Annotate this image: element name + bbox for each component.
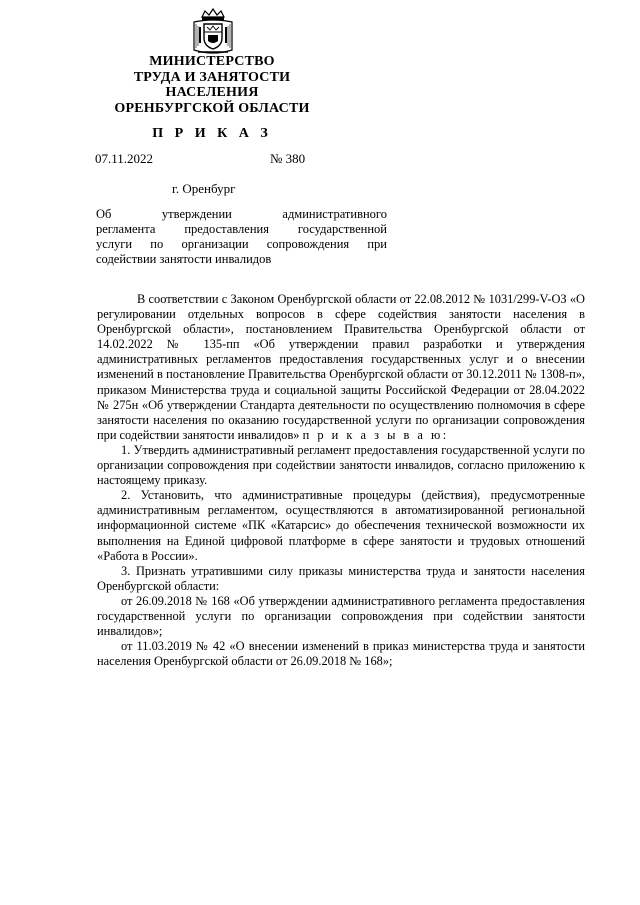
org-line: НАСЕЛЕНИЯ — [165, 85, 259, 100]
subject-line: услуги по организации сопровождения при — [96, 237, 387, 251]
clause-3-sub-b: от 11.03.2019 № 42 «О внесении изменений в приказ министерства труда и занятости населения Оренбургской области от 26.09.2018 № 168»; — [97, 639, 585, 669]
clause-3: 3. Признать утратившими силу приказы министерства труда и занятости населения Оренбургской области: — [97, 563, 585, 593]
subject-line: Об утверждении административного — [96, 207, 387, 221]
intro-paragraph — [97, 292, 585, 443]
document-date: 07.11.2022 — [95, 151, 154, 166]
document-type-title: П Р И К А З — [152, 126, 272, 141]
subject-line: содействии занятости инвалидов — [96, 252, 272, 266]
organization-name — [92, 54, 332, 116]
subject-line: регламента предоставления государственной — [96, 222, 387, 236]
document-city: г. Оренбург — [172, 181, 236, 196]
document-body — [97, 292, 585, 669]
clause-1: 1. Утвердить административный регламент предоставления государственной услуги по организации сопровождения при содействии занятости инвалидов, согласно приложению к настоящему приказу. — [97, 442, 585, 488]
prikazyvayu-text: п р и к а з ы в а ю: — [302, 427, 449, 442]
org-line: ОРЕНБУРГСКОЙ ОБЛАСТИ — [114, 100, 310, 116]
clause-3-sub-a: от 26.09.2018 № 168 «Об утверждении административного регламента предоставления государственной услуги по организации сопровождения при содействии занятости инвалидов»; — [97, 593, 585, 639]
intro-text: В соответствии с Законом Оренбургской области от 22.08.2012 № 1031/299-V-ОЗ «О регулировании отдельных вопросов в сфере содействия занятости населения в Оренбургской области», постановлением Правительства Оренбургской области от 14.02.2022 № 135-пп «Об утверждении правил разработки и утверждения административных регламентов предоставления государственных услуг и о внесении изменений в постановление Правительства Оренбургской области от 30.12.2011 № 1308-п», приказом Министерства труда и социальной защиты Российской Федерации от 28.04.2022 № 275н «Об утверждении Стандарта деятельности по осуществлению полномочия в сфере занятости населения по оказанию государственной услуги по организации сопровождения при содействии занятости инвалидов» — [97, 292, 585, 442]
document-subject — [96, 207, 387, 267]
coat-of-arms-icon — [188, 8, 238, 58]
org-line: МИНИСТЕРСТВО — [149, 54, 275, 69]
org-line: ТРУДА И ЗАНЯТОСТИ — [133, 69, 291, 85]
document-number: № 380 — [270, 151, 306, 166]
clause-2: 2. Установить, что административные процедуры (действия), предусмотренные административным регламентом, осуществляются в автоматизированной региональной информационной системе «ПК «Катарсис» до обеспечения технической возможности их выполнения на Единой цифровой платформе в сфере занятости и трудовых отношений «Работа в России». — [97, 488, 585, 563]
